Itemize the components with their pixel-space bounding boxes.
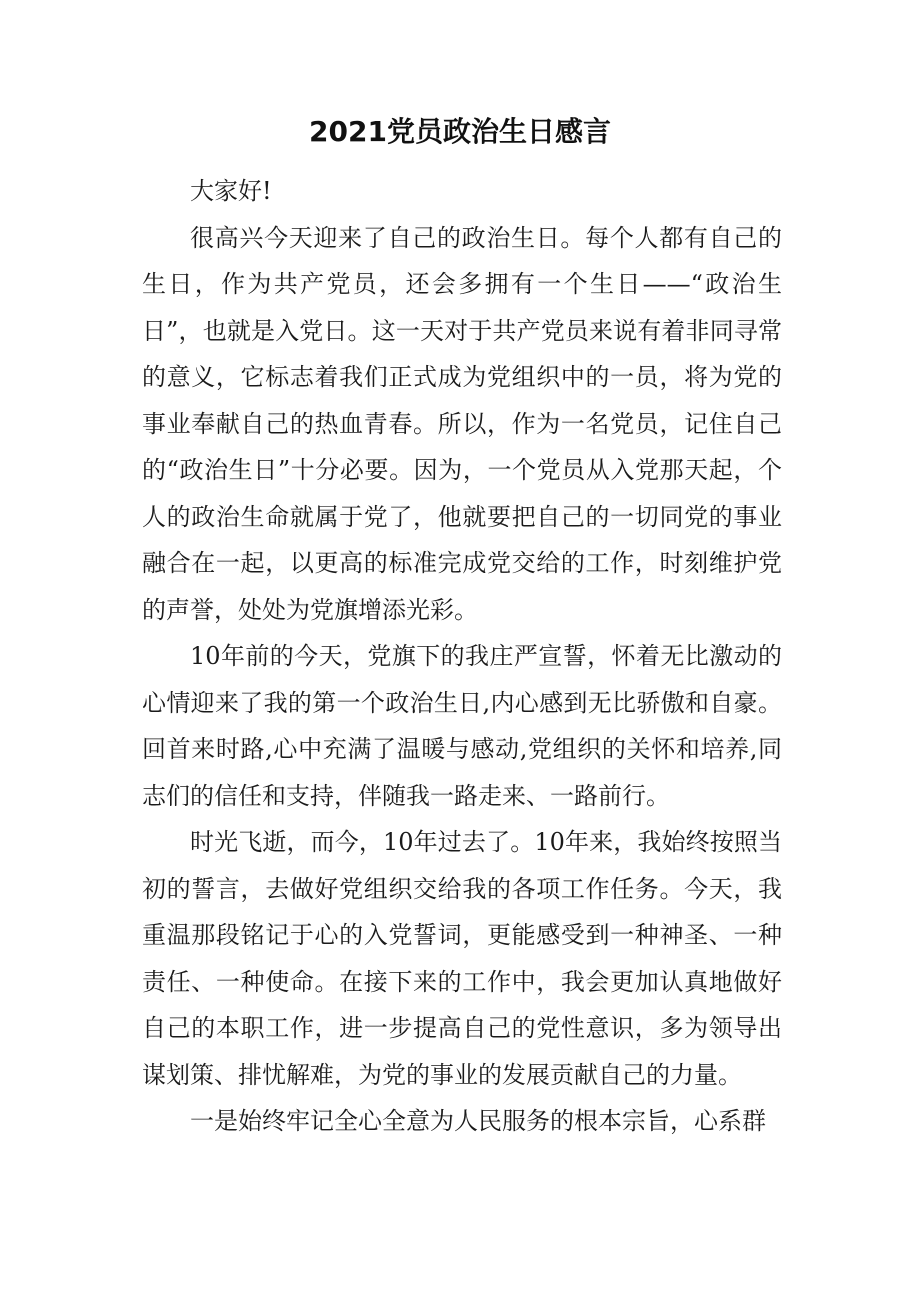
document-body xyxy=(142,168,782,1145)
paragraph-greeting: 大家好! xyxy=(190,177,272,205)
document-title: 2021党员政治生日感言 xyxy=(309,115,611,148)
paragraph-3: 时光飞逝，而今，10年过去了。10年来，我始终按照当初的誓言，去做好党组织交给我的各项工作任务。今天，我重温那段铭记于心的入党誓词，更能感受到一种神圣、一种责任、一种使命。在接下来的工作中，我会更加认真地做好自己的本职工作，进一步提高自己的党性意识，多为领导出谋划策、排忧解难，为党的事业的发展贡献自己的力量。 xyxy=(142,828,782,1089)
paragraph-1: 很高兴今天迎来了自己的政治生日。每个人都有自己的生日，作为共产党员，还会多拥有一个生日——“政治生日”，也就是入党日。这一天对于共产党员来说有着非同寻常的意义，它标志着我们正式成为党组织中的一员，将为党的事业奉献自己的热血青春。所以，作为一名党员，记住自己的“政治生日”十分必要。因为，一个党员从入党那天起，个人的政治生命就属于党了，他就要把自己的一切同党的事业融合在一起，以更高的标准完成党交给的工作，时刻维护党的声誉，处处为党旗增添光彩。 xyxy=(142,223,782,624)
paragraph-4: 一是始终牢记全心全意为人民服务的根本宗旨，心系群 xyxy=(190,1107,766,1135)
paragraph-2: 10年前的今天，党旗下的我庄严宣誓，怀着无比激动的心情迎来了我的第一个政治生日,内心感到无比骄傲和自豪。回首来时路,心中充满了温暖与感动,党组织的关怀和培养,同志们的信任和支持，伴随我一路走来、一路前行。 xyxy=(142,642,782,810)
